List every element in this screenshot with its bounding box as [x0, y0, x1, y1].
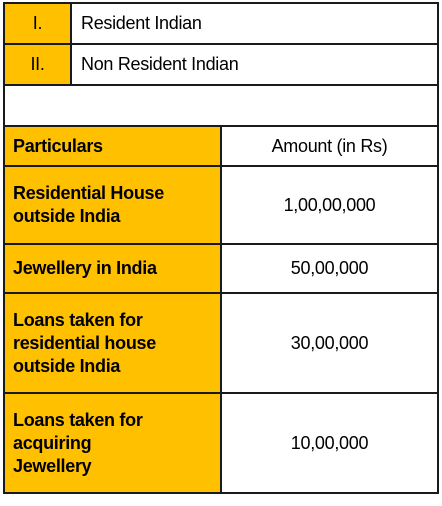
- amount-cell: 30,00,000: [221, 293, 438, 393]
- particular-line: Loans taken for: [13, 409, 143, 430]
- particular-line: Jewellery in India: [13, 258, 157, 278]
- table-row: [4, 293, 438, 393]
- table-row: [4, 166, 438, 244]
- particular-line: residential house: [13, 332, 156, 353]
- particular-line: acquiring: [13, 432, 92, 453]
- option-label: Non Resident Indian: [71, 44, 438, 85]
- table-row: [4, 393, 438, 493]
- amount-cell: 1,00,00,000: [221, 166, 438, 244]
- particular-cell: [4, 293, 221, 393]
- option-numeral: I.: [4, 3, 71, 44]
- option-label: Resident Indian: [71, 3, 438, 44]
- spacer-row: [4, 85, 438, 126]
- particular-line: Residential House: [13, 183, 164, 203]
- question-table: [3, 2, 439, 494]
- option-numeral: II.: [4, 44, 71, 85]
- particulars-header: Particulars: [4, 126, 221, 166]
- question-table-container: [3, 2, 437, 494]
- amount-cell: 10,00,000: [221, 393, 438, 493]
- option-row: [4, 44, 438, 85]
- particular-line: outside India: [13, 355, 121, 376]
- particular-line: outside India: [13, 206, 121, 226]
- amount-cell: 50,00,000: [221, 244, 438, 293]
- particular-line: Loans taken for: [13, 309, 143, 330]
- particular-cell: [4, 393, 221, 493]
- table-row: [4, 244, 438, 293]
- option-row: [4, 3, 438, 44]
- amount-header: Amount (in Rs): [221, 126, 438, 166]
- spacer-cell: [4, 85, 438, 126]
- table-header-row: [4, 126, 438, 166]
- particular-cell: [4, 166, 221, 244]
- particular-line: Jewellery: [13, 455, 92, 476]
- particular-cell: [4, 244, 221, 293]
